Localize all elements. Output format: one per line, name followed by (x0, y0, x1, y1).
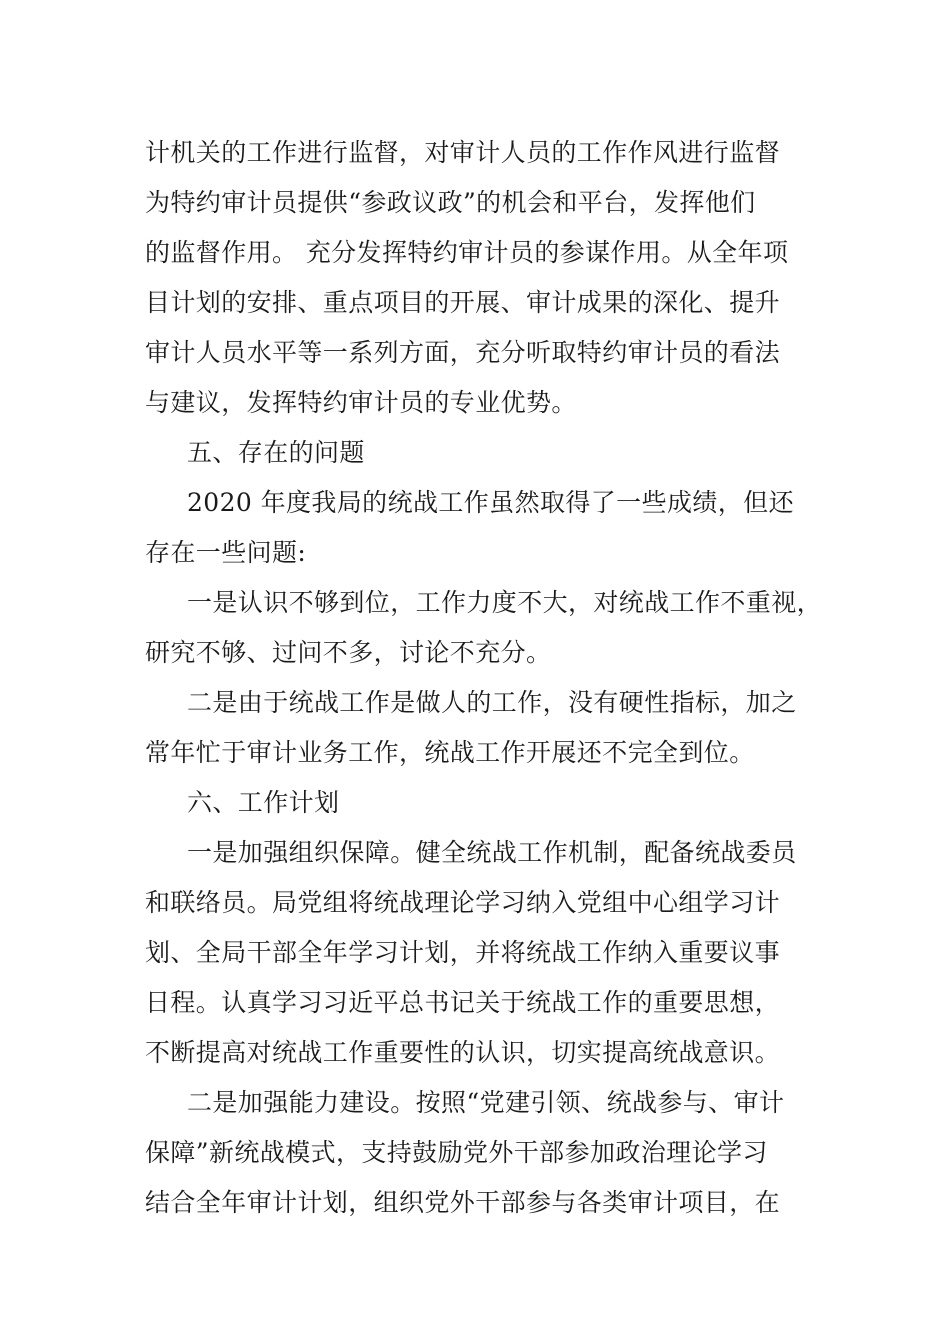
text-line: 计机关的工作进行监督，对审计人员的工作作风进行监督 (145, 138, 781, 167)
text-line: 2020 年度我局的统战工作虽然取得了一些成绩，但还 (187, 488, 794, 517)
text-line: 结合全年审计计划，组织党外干部参与各类审计项目，在 (145, 1188, 781, 1217)
text-line: 日程。认真学习习近平总书记关于统战工作的重要思想， (145, 988, 781, 1017)
text-line: 常年忙于审计业务工作，统战工作开展还不完全到位。 (145, 738, 755, 767)
text-line: 研究不够、过问不多，讨论不充分。 (145, 638, 552, 667)
text-line: 与建议，发挥特约审计员的专业优势。 (145, 388, 577, 417)
text-line: 不断提高对统战工作重要性的认识，切实提高统战意识。 (145, 1038, 781, 1067)
text-line: 和联络员。局党组将统战理论学习纳入党组中心组学习计 (145, 888, 781, 917)
text-line: 存在一些问题: (145, 538, 307, 567)
text-line: 二是加强能力建设。按照“党建引领、统战参与、审计 (187, 1088, 785, 1117)
section-heading: 五、存在的问题 (187, 438, 365, 467)
text-line: 审计人员水平等一系列方面，充分听取特约审计员的看法 (145, 338, 781, 367)
text-line: 划、全局干部全年学习计划，并将统战工作纳入重要议事 (145, 938, 781, 967)
text-line: 为特约审计员提供“参政议政”的机会和平台，发挥他们 (145, 188, 756, 217)
text-line: 二是由于统战工作是做人的工作，没有硬性指标，加之 (187, 688, 797, 717)
text-line: 一是认识不够到位，工作力度不大，对统战工作不重视， (187, 588, 823, 617)
text-line: 一是加强组织保障。健全统战工作机制，配备统战委员 (187, 838, 797, 867)
section-heading: 六、工作计划 (187, 788, 340, 817)
text-line: 保障”新统战模式，支持鼓励党外干部参加政治理论学习 (145, 1138, 768, 1167)
text-line: 目计划的安排、重点项目的开展、审计成果的深化、提升 (145, 288, 781, 317)
text-line: 的监督作用。 充分发挥特约审计员的参谋作用。从全年项 (145, 238, 789, 267)
